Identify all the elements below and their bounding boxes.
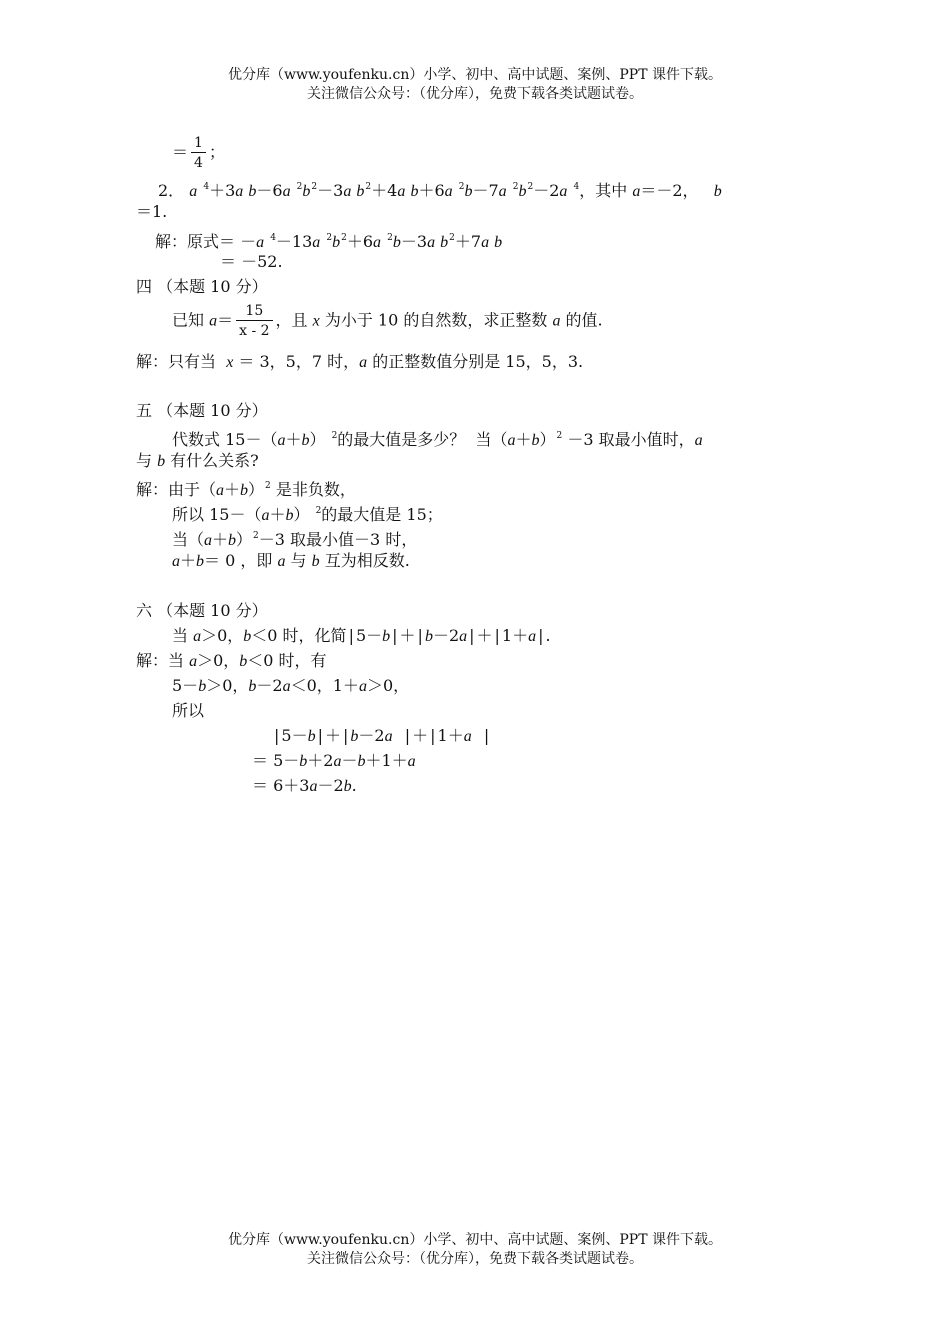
fraction-15-over-x-minus-2: $\frac{15}{x - 2}$ — [236, 304, 272, 338]
section-6-problem: 当 a＞0，b＜0 时，化简 | 5－b | ＋ | b－2a | ＋ | 1＋a | . — [172, 626, 551, 645]
section-4-solution: 解：只有当 x ＝ 3，5，7 时，a 的正整数值分别是 15，5，3. — [136, 352, 584, 371]
fraction-one-quarter: $\frac{1}{4}$ — [191, 136, 206, 170]
section-5-solution-3: 当$(a+b)^2-3$ 取最小值－3 时， — [172, 530, 418, 549]
section-6-so: 所以 — [172, 701, 205, 720]
section-4-title: 四 （本题 10 分） — [136, 277, 268, 296]
section-6-step-2: ＝ 6＋3a－2b. — [252, 776, 357, 795]
question-2: 2． a $^4$＋3a b－6a $^2b^2-3a$ $b^2+4a$ b＋6a $^2$b－7a $^2b^2-2a$ $^4$，其中 a＝－2， b — [158, 181, 722, 200]
section-6-solution-2: 5－b＞0，b－2a＜0，1＋a＞0， — [172, 676, 410, 695]
section-5-solution-1: 解：由于$(a+b)^2$ 是非负数， — [136, 480, 356, 499]
section-5-title: 五 （本题 10 分） — [136, 401, 268, 420]
section-6-expression: | 5－b | ＋ | b－2a | ＋ | 1＋a | — [274, 726, 490, 745]
footer-line-1: 优分库（www.youfenku.cn）小学、初中、高中试题、案例、PPT 课件下载。 — [227, 1232, 722, 1248]
section-5-problem: 代数式 15－（a＋b） $^2$的最大值是多少？ 当$(a+b)^2 -3$ 取最小值时，a — [172, 430, 703, 449]
header-line-1: 优分库（www.youfenku.cn）小学、初中、高中试题、案例、PPT 课件下载。 — [227, 67, 722, 83]
section-6-solution-1: 解：当 a＞0，b＜0 时，有 — [136, 651, 327, 670]
question-2-result: ＝ －52. — [220, 252, 283, 271]
question-2-solution: 解：原式＝ －a $^4$－13a $^2b^2+6a$ $^2$b－3a $b^2+7a$ b — [155, 232, 503, 251]
footer-line-2: 关注微信公众号：（优分库），免费下载各类试题试卷。 — [307, 1251, 643, 1267]
answer-one-quarter: ＝ $\frac{1}{4}$ ； — [172, 135, 225, 171]
section-6-title: 六 （本题 10 分） — [136, 601, 268, 620]
section-4-problem: 已知 a＝ $\frac{15}{x - 2}$ ，且 x 为小于 10 的自然数，求正整数 a 的值. — [172, 303, 603, 339]
question-2-cont: ＝1. — [136, 202, 168, 221]
section-5-solution-2: 所以 15－（a＋b） $^2$的最大值是 15； — [172, 505, 443, 524]
section-5-solution-4: a＋b＝ 0 ，即 a 与 b 互为相反数. — [172, 551, 410, 570]
section-6-step-1: ＝ 5－b＋2a－b＋1＋a — [252, 751, 416, 770]
section-5-problem-cont: 与 b 有什么关系? — [136, 451, 259, 470]
header-line-2: 关注微信公众号：（优分库），免费下载各类试题试卷。 — [307, 86, 643, 102]
